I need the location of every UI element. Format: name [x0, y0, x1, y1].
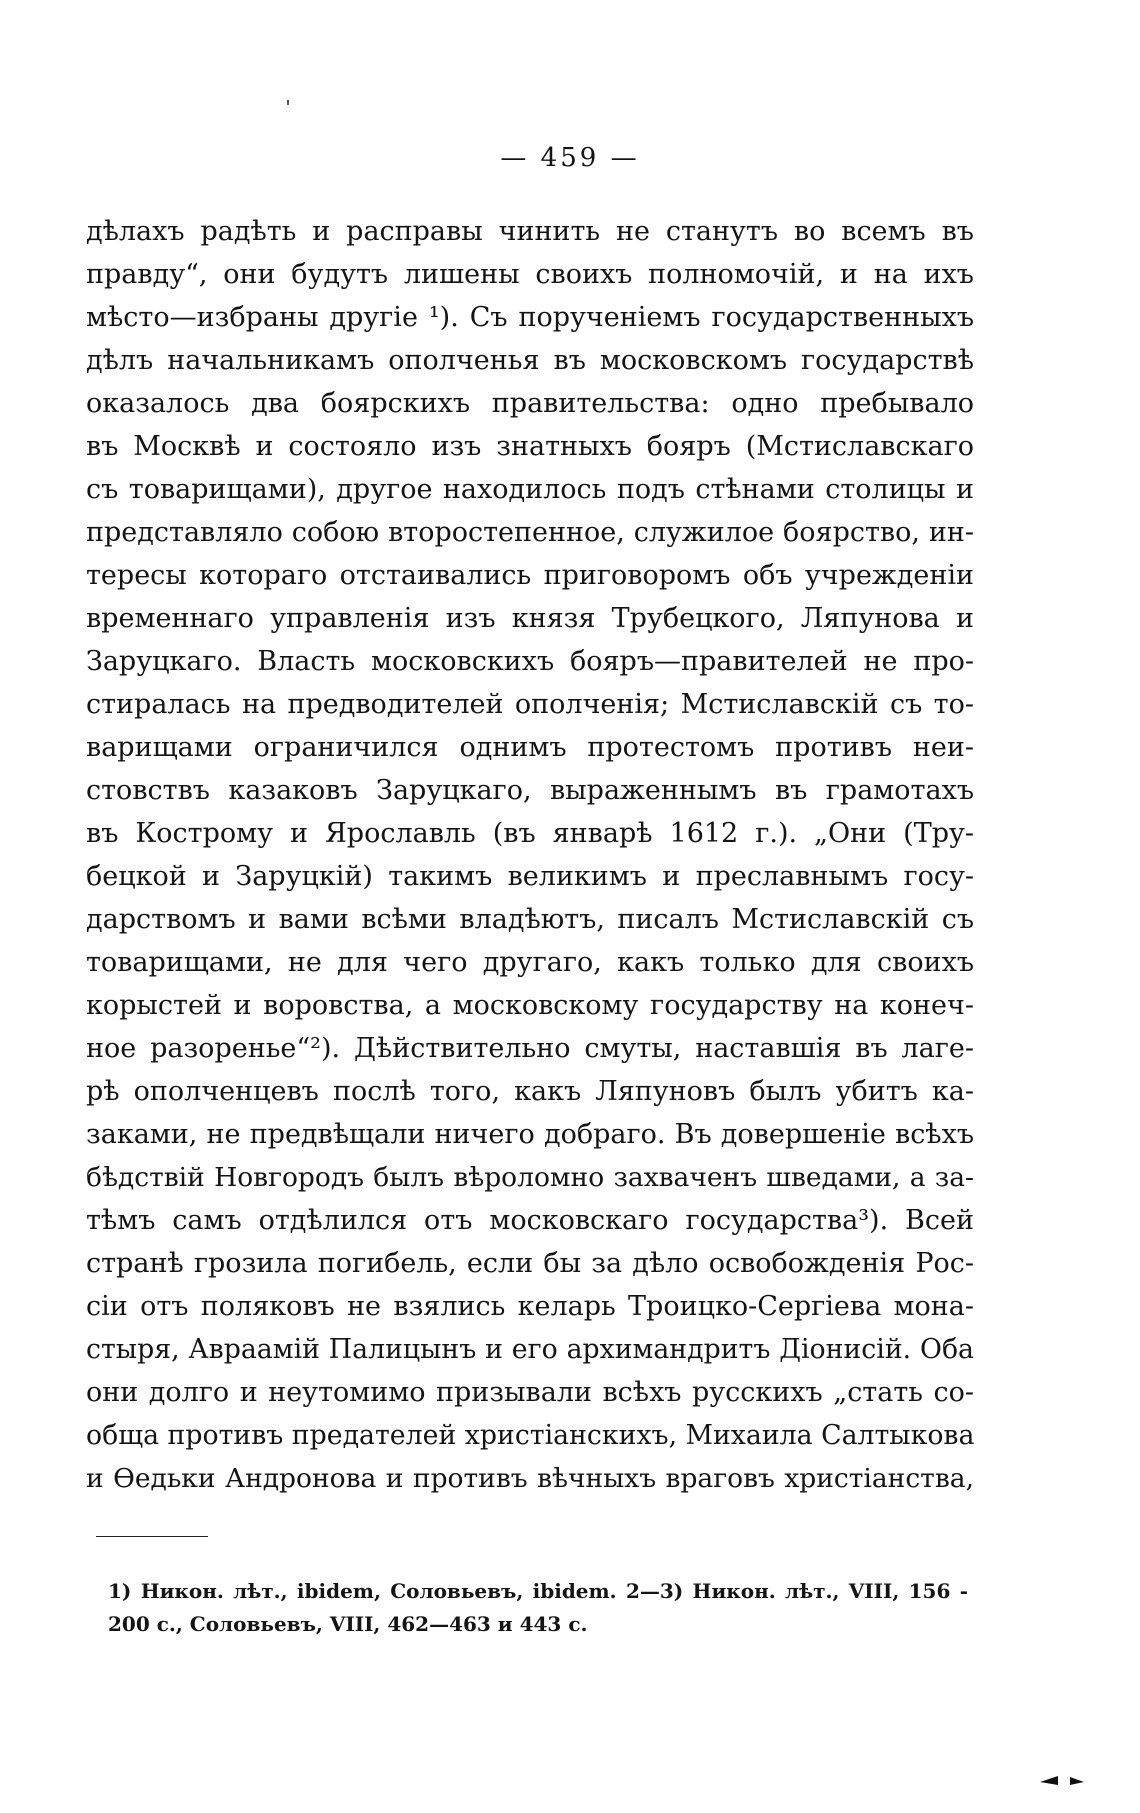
margin-speck	[287, 100, 289, 105]
footnotes	[108, 1575, 968, 1641]
text-line: Заруцкаго. Власть московскихъ бояръ—правителей не про-	[86, 646, 974, 677]
text-line: оказалось два боярскихъ правительства: одно пребывало	[86, 388, 974, 419]
text-line: стовствъ казаковъ Заруцкаго, выраженнымъ въ грамотахъ	[86, 775, 974, 806]
text-line: бецкой и Заруцкій) такимъ великимъ и преславнымъ госу-	[86, 861, 974, 892]
text-line: они долго и неутомимо призывали всѣхъ русскихъ „стать со-	[86, 1377, 974, 1408]
text-line: въ Москвѣ и состояло изъ знатныхъ бояръ (Мстиславскаго	[86, 431, 974, 462]
text-line: въ Кострому и Ярославль (въ январѣ 1612 г.). „Они (Тру-	[86, 818, 974, 849]
footnote-line: 1) Никон. лѣт., ibidem, Соловьевъ, ibidem. 2—3) Никон. лѣт., VIII, 156 -	[108, 1579, 968, 1603]
text-line: дѣлахъ радѣть и расправы чинить не станутъ во всемъ въ	[86, 216, 974, 247]
body-text	[86, 210, 974, 1500]
text-line: стиралась на предводителей ополченія; Мстиславскій съ то-	[86, 689, 974, 720]
text-line: дѣлъ начальникамъ ополченья въ московскомъ государствѣ	[86, 345, 974, 376]
text-line: сіи отъ поляковъ не взялись келарь Троицко-Сергіева мона-	[86, 1291, 974, 1322]
text-line: временнаго управленія изъ князя Трубецкого, Ляпунова и	[86, 603, 974, 634]
text-line: ное разоренье“²). Дѣйствительно смуты, наставшія въ лаге-	[86, 1033, 974, 1064]
text-line: товарищами, не для чего другаго, какъ только для своихъ	[86, 947, 974, 978]
text-line: тересы котораго отстаивались приговоромъ объ учрежденіи	[86, 560, 974, 591]
text-line: варищами ограничился однимъ протестомъ противъ неи-	[86, 732, 974, 763]
text-line: мѣсто—избраны другіе ¹). Съ порученіемъ государственныхъ	[86, 302, 974, 333]
text-line: обща противъ предателей христіанскихъ, Михаила Салтыкова	[86, 1420, 975, 1451]
text-line: и Ѳедьки Андронова и противъ вѣчныхъ враговъ христіанства,	[86, 1463, 974, 1494]
footnote-line: 200 с., Соловьевъ, VIII, 462—463 и 443 с.	[108, 1612, 588, 1636]
text-line: рѣ ополченцевъ послѣ того, какъ Ляпуновъ былъ убитъ ка-	[86, 1076, 974, 1107]
text-line: корыстей и воровства, а московскому государству на конеч-	[86, 990, 974, 1021]
page-edge-mark-icon	[1040, 1773, 1100, 1787]
page-number: — 459 —	[500, 143, 640, 173]
text-line: представляло собою второстепенное, служилое боярство, ин-	[86, 517, 974, 548]
footnote-divider	[96, 1536, 208, 1537]
text-line: заками, не предвѣщали ничего добраго. Въ довершеніе всѣхъ	[86, 1119, 974, 1150]
text-line: тѣмъ самъ отдѣлился отъ московскаго государства³). Всей	[86, 1205, 974, 1236]
text-line: странѣ грозила погибель, если бы за дѣло освобожденія Рос-	[86, 1248, 974, 1279]
text-line: съ товарищами), другое находилось подъ стѣнами столицы и	[86, 474, 974, 505]
text-line: правду“, они будутъ лишены своихъ полномочій, и на ихъ	[86, 259, 974, 290]
text-line: дарствомъ и вами всѣми владѣютъ, писалъ Мстиславскій съ	[86, 904, 974, 935]
text-line: бѣдствій Новгородъ былъ вѣроломно захваченъ шведами, а за-	[86, 1162, 974, 1193]
text-line: стыря, Авраамій Палицынъ и его архимандритъ Діонисій. Оба	[86, 1334, 974, 1365]
